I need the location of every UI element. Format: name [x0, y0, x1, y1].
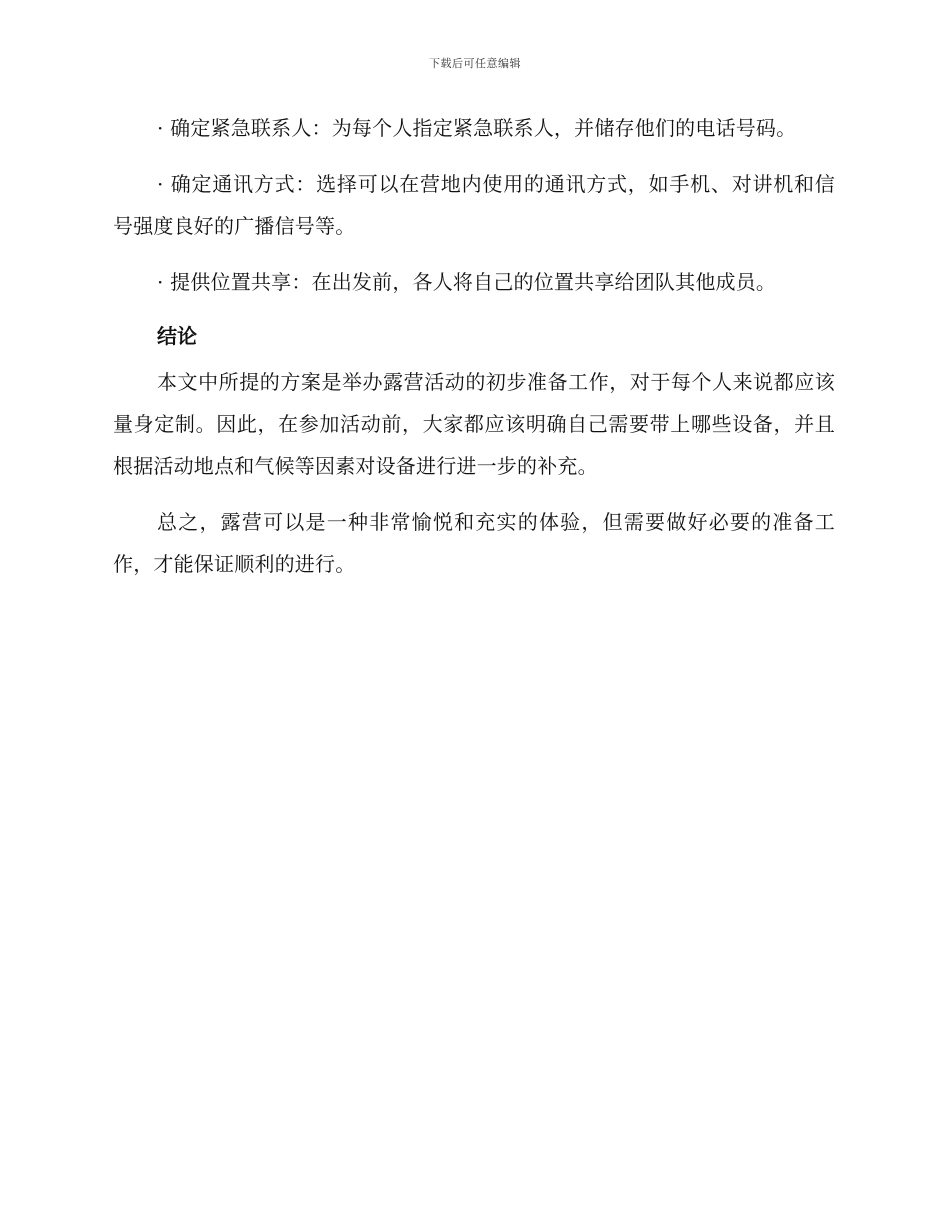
bullet-location-sharing: · 提供位置共享：在出发前，各人将自己的位置共享给团队其他成员。 — [157, 270, 777, 294]
document-body — [113, 107, 835, 599]
bullet-communication-method: · 确定通讯方式：选择可以在营地内使用的通讯方式，如手机、对讲机和信号强度良好的广播信号等。 — [113, 172, 835, 238]
section-heading-conclusion: 结论 — [157, 324, 197, 348]
bullet-emergency-contact: · 确定紧急联系人：为每个人指定紧急联系人，并储存他们的电话号码。 — [157, 116, 797, 140]
page-header-note: 下载后可任意编辑 — [429, 57, 521, 70]
conclusion-paragraph-1: 本文中所提的方案是举办露营活动的初步准备工作，对于每个人来说都应该量身定制。因此，在参加活动前，大家都应该明确自己需要带上哪些设备，并且根据活动地点和气候等因素对设备进行进一步的补充。 — [113, 370, 835, 478]
conclusion-paragraph-2: 总之，露营可以是一种非常愉悦和充实的体验，但需要做好必要的准备工作，才能保证顺利的进行。 — [113, 510, 835, 576]
